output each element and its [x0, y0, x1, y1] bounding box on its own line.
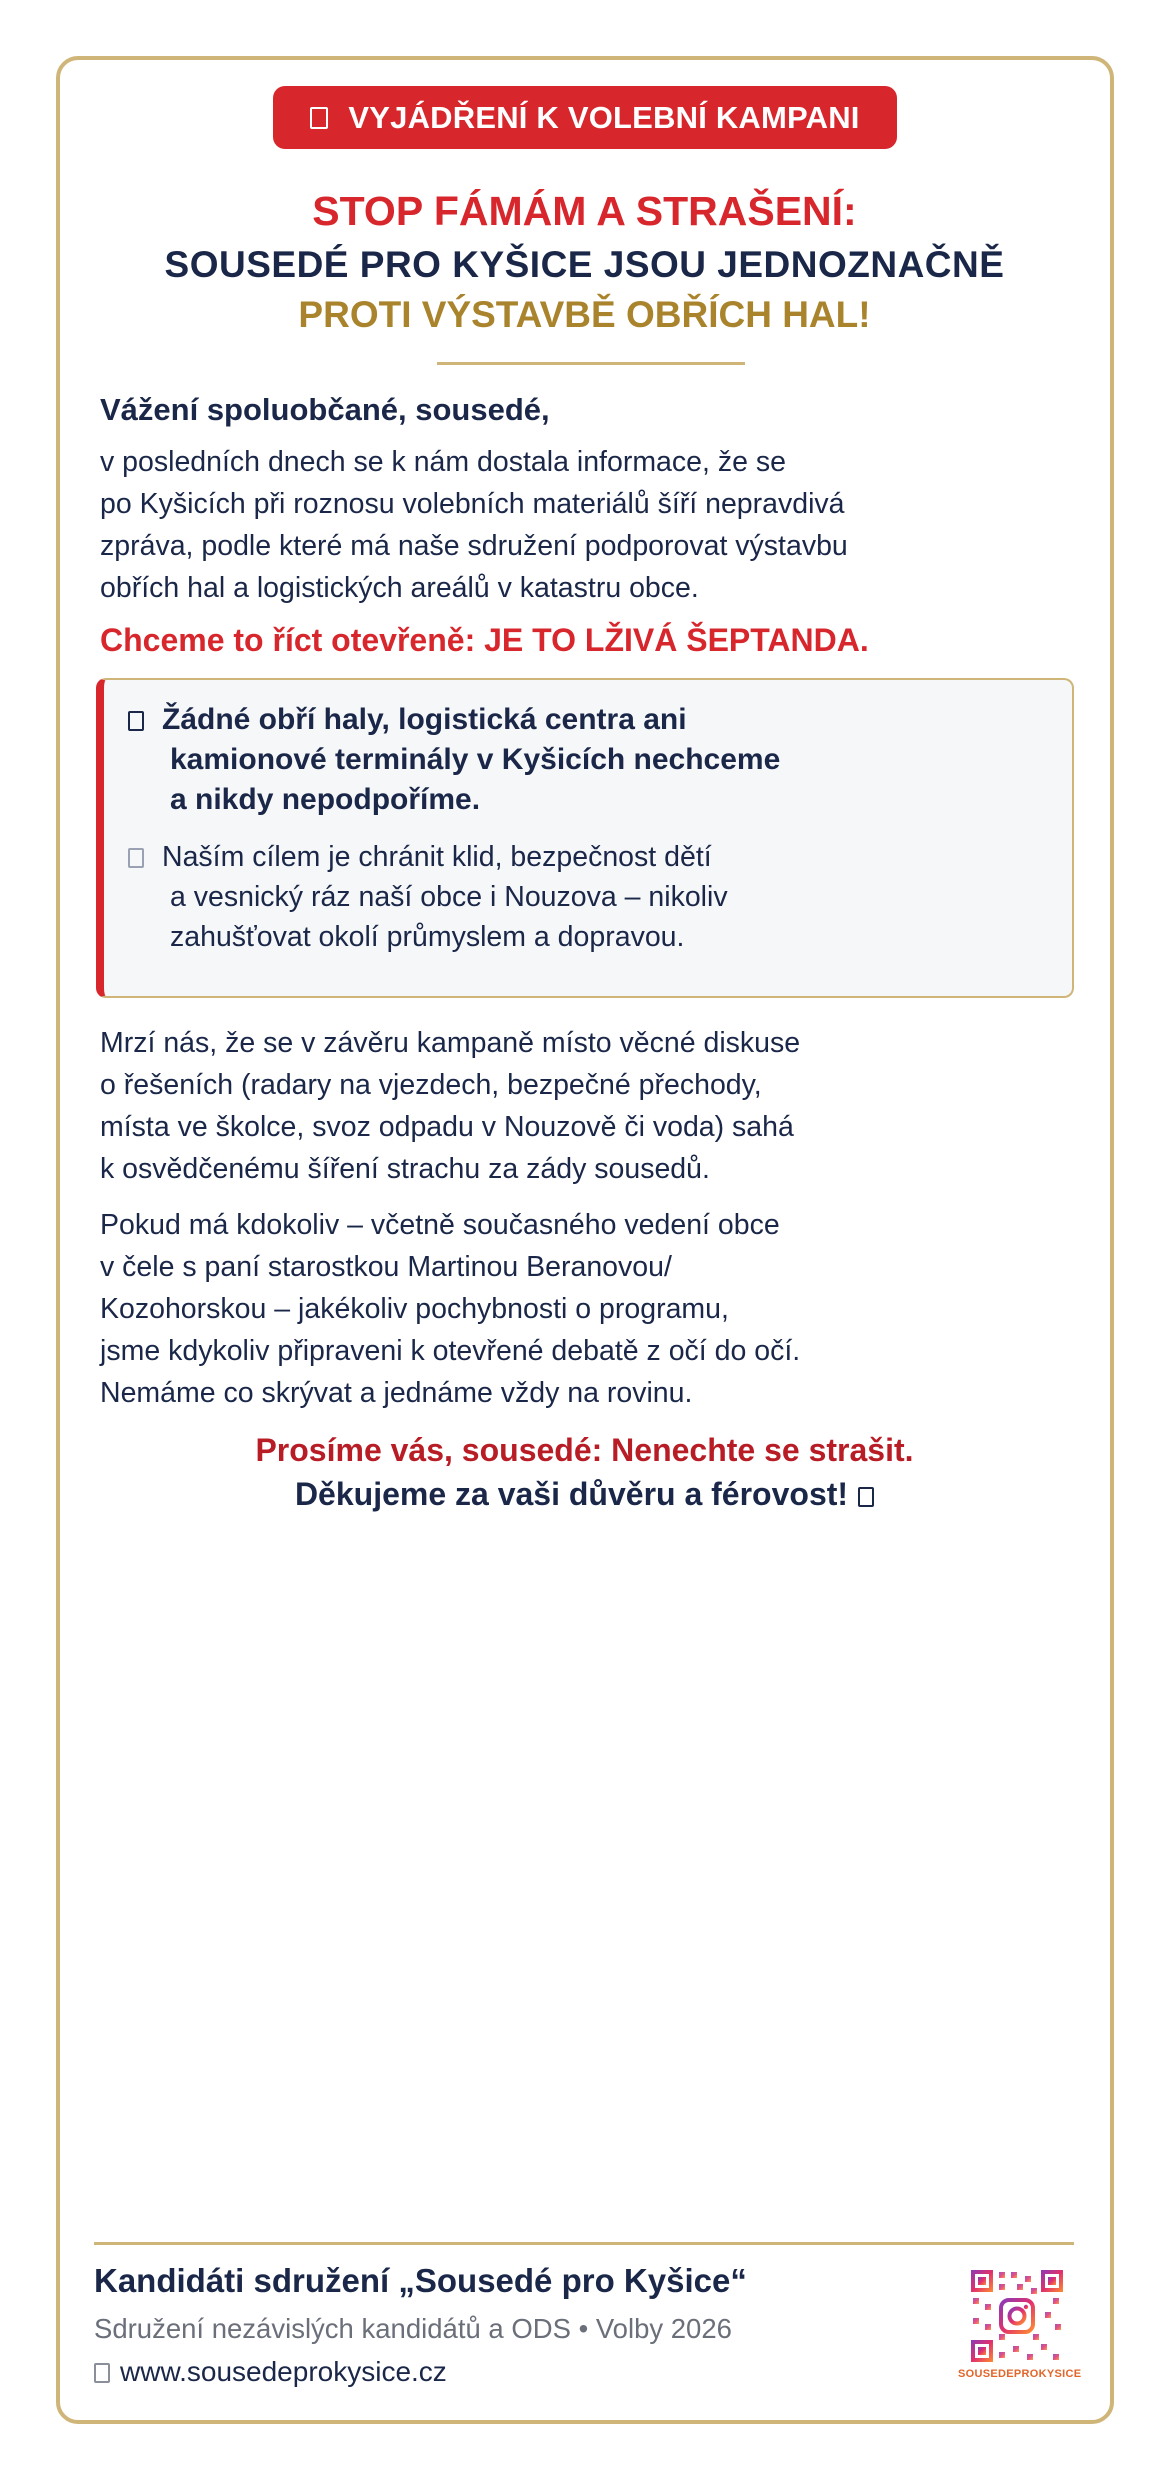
debate-line: jsme kdykoliv připraveni k otevřené debatě z očí do očí. [100, 1335, 801, 1367]
regret-line: Mrzí nás, že se v závěru kampaně místo věcné diskuse [100, 1027, 801, 1059]
debate-line: v čele s paní starostkou Martinou Beranovou/ [100, 1251, 672, 1283]
claim-statement: Chceme to říct otevřeně: JE TO LŽIVÁ ŠEPTANDA. [100, 622, 869, 658]
footer-website[interactable] [94, 2356, 447, 2388]
regret-line: místa ve školce, svoz odpadu v Nouzově či voda) sahá [100, 1111, 794, 1143]
debate-line: Nemáme co skrývat a jednáme vždy na rovinu. [100, 1377, 693, 1409]
website-link[interactable]: www.sousedeprokysice.cz [120, 2356, 447, 2387]
debate-line: Kozohorskou – jakékoliv pochybnosti o programu, [100, 1293, 729, 1325]
badge-label: VYJÁDŘENÍ K VOLEBNÍ KAMPANI [348, 99, 860, 135]
prohibited-icon [128, 711, 144, 731]
intro-line: obřích hal a logistických areálů v katastru obce. [100, 572, 699, 604]
thanks-line [0, 1476, 1169, 1513]
box-item-no-halls [128, 700, 848, 820]
intro-paragraph [100, 441, 980, 609]
intro-line: v posledních dnech se k nám dostala informace, že se [100, 446, 786, 478]
footer-divider [94, 2242, 1074, 2245]
intro-line: zpráva, podle které má naše sdružení podporovat výstavbu [100, 530, 848, 562]
house-icon [128, 848, 144, 868]
box-line: kamionové terminály v Kyšicích nechceme [170, 743, 781, 776]
box-item-goal [128, 837, 848, 957]
headline-navy: SOUSEDÉ PRO KYŠICE JSOU JEDNOZNAČNĚ [164, 244, 1005, 285]
regret-line: k osvědčenému šíření strachu za zády sousedů. [100, 1153, 710, 1185]
greeting: Vážení spoluobčané, sousedé, [100, 392, 550, 427]
footer-title: Kandidáti sdružení „Sousedé pro Kyšice“ [94, 2262, 747, 2299]
campaign-badge [273, 86, 897, 149]
box-line: Žádné obří haly, logistická centra ani [162, 703, 687, 736]
box-line: Naším cílem je chránit klid, bezpečnost dětí [162, 841, 712, 873]
intro-line: po Kyšicích při roznosu volebních materiálů šíří nepravdivá [100, 488, 845, 520]
headline-red: STOP FÁMÁM A STRAŠENÍ: [312, 188, 857, 234]
document-icon [310, 107, 328, 129]
headline-gold: PROTI VÝSTAVBĚ OBŘÍCH HAL! [298, 294, 871, 335]
debate-paragraph [100, 1204, 980, 1414]
plea-red: Prosíme vás, sousedé: Nenechte se strašit. [255, 1432, 914, 1468]
thanks-text: Děkujeme za vaši důvěru a férovost! [294, 1476, 849, 1512]
box-line: a vesnický ráz naší obce i Nouzova – nikoliv [170, 881, 728, 913]
box-line: zahušťovat okolí průmyslem a dopravou. [170, 921, 685, 953]
globe-icon [94, 2363, 110, 2383]
instagram-qr-code[interactable] [969, 2268, 1065, 2364]
regret-line: o řešeních (radary na vjezdech, bezpečné přechody, [100, 1069, 762, 1101]
handshake-icon [858, 1487, 874, 1507]
heading-divider [437, 362, 745, 365]
qr-label: SOUSEDEPROKYSICE [958, 2368, 1082, 2380]
regret-paragraph [100, 1022, 980, 1190]
footer-subtitle: Sdružení nezávislých kandidátů a ODS • Volby 2026 [94, 2313, 732, 2344]
box-line: a nikdy nepodpoříme. [170, 783, 481, 816]
debate-line: Pokud má kdokoliv – včetně současného vedení obce [100, 1209, 780, 1241]
